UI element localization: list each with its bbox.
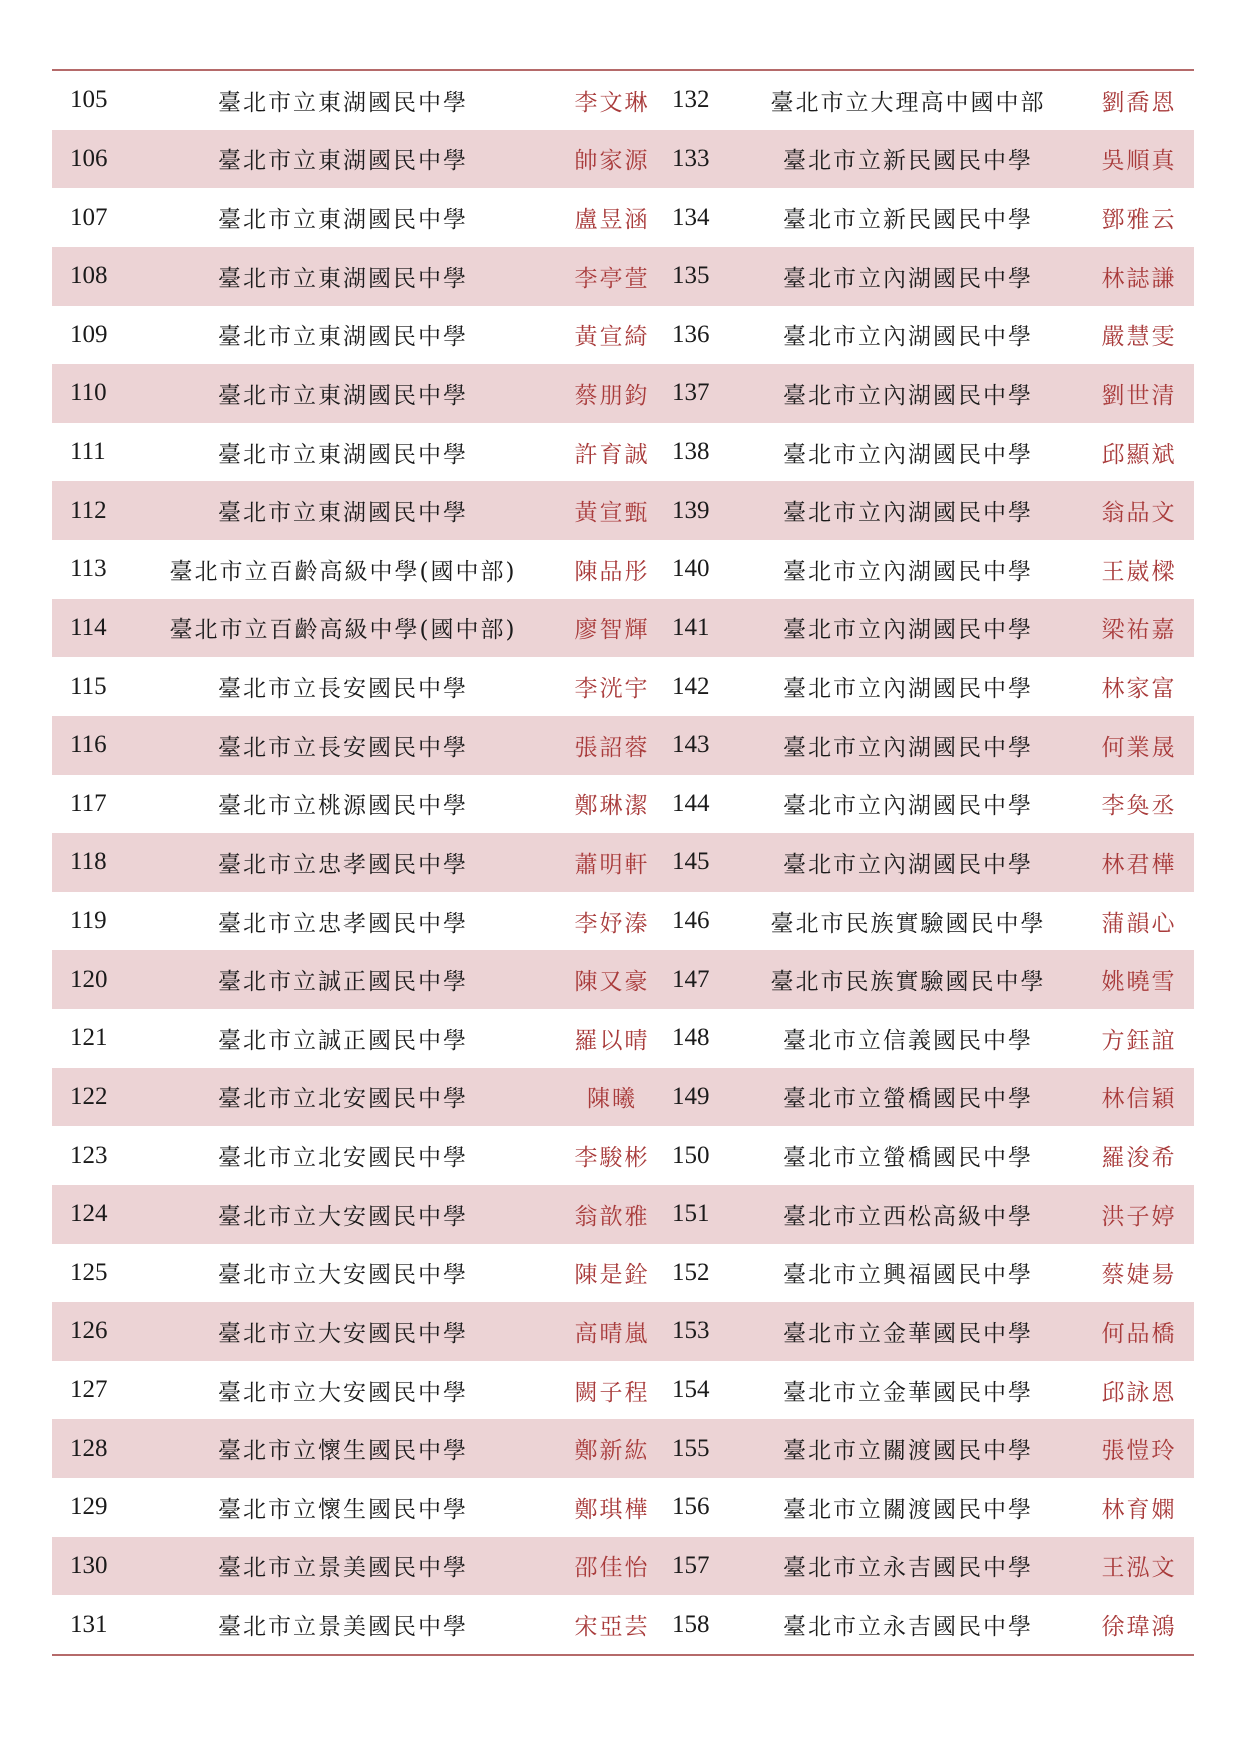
school-name: 臺北市立東湖國民中學 [124, 481, 562, 540]
school-name: 臺北市立內湖國民中學 [732, 599, 1084, 658]
school-name: 臺北市立忠孝國民中學 [124, 833, 562, 892]
school-name: 臺北市立內湖國民中學 [783, 558, 1033, 585]
entry-number: 123 [70, 1141, 108, 1169]
school-name: 臺北市立內湖國民中學 [732, 716, 1084, 775]
school-name: 臺北市立東湖國民中學 [124, 364, 562, 423]
school-name: 臺北市立東湖國民中學 [218, 89, 468, 116]
school-name: 臺北市立螢橋國民中學 [783, 1145, 1033, 1172]
table-row [52, 1185, 1194, 1244]
student-name: 林君樺 [1084, 833, 1194, 892]
table-row [52, 950, 1194, 1009]
student-name: 邵佳怡 [562, 1537, 662, 1596]
table-row [52, 1361, 1194, 1420]
entry-number: 144 [672, 789, 710, 817]
student-name: 羅以晴 [574, 1027, 650, 1054]
roster-table [52, 71, 1194, 1654]
entry-number: 142 [672, 672, 710, 700]
student-name: 蔡朋鈞 [562, 364, 662, 423]
entry-number: 127 [70, 1376, 108, 1404]
school-name: 臺北市立內湖國民中學 [732, 833, 1084, 892]
table-row [52, 1537, 1194, 1596]
school-name: 臺北市立東湖國民中學 [218, 324, 468, 351]
entry-number: 130 [52, 1537, 124, 1596]
school-name: 臺北市立誠正國民中學 [124, 950, 562, 1009]
school-name: 臺北市立大安國民中學 [218, 1379, 468, 1406]
entry-number: 116 [52, 716, 124, 775]
student-name: 陳曦 [562, 1068, 662, 1127]
entry-number: 128 [52, 1419, 124, 1478]
school-name: 臺北市立誠正國民中學 [218, 1027, 468, 1054]
entry-number: 122 [52, 1068, 124, 1127]
entry-number: 151 [662, 1185, 732, 1244]
student-name: 林信穎 [1084, 1068, 1194, 1127]
bottom-rule [52, 1654, 1194, 1656]
entry-number: 138 [672, 438, 710, 466]
entry-number: 105 [70, 86, 108, 114]
entry-number: 143 [662, 716, 732, 775]
entry-number: 152 [672, 1258, 710, 1286]
school-name: 臺北市立百齡高級中學(國中部) [124, 599, 562, 658]
school-name: 臺北市立永吉國民中學 [783, 1614, 1033, 1641]
school-name: 臺北市立西松高級中學 [732, 1185, 1084, 1244]
student-name: 吳順真 [1084, 130, 1194, 189]
school-name: 臺北市立永吉國民中學 [732, 1537, 1084, 1596]
school-name: 臺北市立新民國民中學 [732, 130, 1084, 189]
school-name: 臺北市立興福國民中學 [783, 1262, 1033, 1289]
school-name: 臺北市立關渡國民中學 [732, 1419, 1084, 1478]
student-name: 翁品文 [1084, 481, 1194, 540]
entry-number: 131 [70, 1610, 108, 1638]
table-row [52, 1126, 1194, 1185]
student-name: 洪子婷 [1084, 1185, 1194, 1244]
table-row [52, 364, 1194, 423]
table-row [52, 423, 1194, 482]
entry-number: 108 [52, 247, 124, 306]
entry-number: 141 [662, 599, 732, 658]
table-row [52, 657, 1194, 716]
table-row [52, 1068, 1194, 1127]
entry-number: 155 [662, 1419, 732, 1478]
school-name: 臺北市立內湖國民中學 [732, 481, 1084, 540]
school-name: 臺北市立內湖國民中學 [732, 247, 1084, 306]
school-name: 臺北市立長安國民中學 [124, 716, 562, 775]
table-row [52, 1302, 1194, 1361]
table-row [52, 1244, 1194, 1303]
school-name: 臺北市立關渡國民中學 [783, 1496, 1033, 1523]
table-row [52, 188, 1194, 247]
school-name: 臺北市立東湖國民中學 [124, 247, 562, 306]
student-name: 劉喬恩 [1101, 89, 1177, 116]
table-row [52, 540, 1194, 599]
school-name: 臺北市立東湖國民中學 [124, 130, 562, 189]
school-name: 臺北市立北安國民中學 [218, 1145, 468, 1172]
entry-number: 113 [70, 555, 107, 583]
entry-number: 114 [52, 599, 124, 658]
school-name: 臺北市立忠孝國民中學 [218, 910, 468, 937]
school-name: 臺北市立東湖國民中學 [218, 441, 468, 468]
school-name: 臺北市民族實驗國民中學 [732, 950, 1084, 1009]
student-name: 宋亞芸 [574, 1614, 650, 1641]
student-name: 李洸宇 [574, 676, 650, 703]
school-name: 臺北市立北安國民中學 [124, 1068, 562, 1127]
school-name: 臺北市立長安國民中學 [218, 676, 468, 703]
entry-number: 154 [672, 1376, 710, 1404]
student-name: 邱詠恩 [1101, 1379, 1177, 1406]
roster-sheet [52, 69, 1194, 1656]
student-name: 翁歆雅 [562, 1185, 662, 1244]
student-name: 林家富 [1101, 676, 1177, 703]
student-name: 廖智輝 [562, 599, 662, 658]
school-name: 臺北市立懷生國民中學 [218, 1496, 468, 1523]
entry-number: 117 [70, 789, 107, 817]
entry-number: 111 [70, 438, 106, 466]
student-name: 何品橋 [1084, 1302, 1194, 1361]
table-row [52, 775, 1194, 834]
student-name: 陳是銓 [574, 1262, 650, 1289]
student-name: 張愷玲 [1084, 1419, 1194, 1478]
school-name: 臺北市立內湖國民中學 [783, 324, 1033, 351]
school-name: 臺北市立大安國民中學 [124, 1185, 562, 1244]
entry-number: 149 [662, 1068, 732, 1127]
entry-number: 146 [672, 907, 710, 935]
table-row [52, 1478, 1194, 1537]
student-name: 李奐丞 [1101, 793, 1177, 820]
student-name: 羅浚希 [1101, 1145, 1177, 1172]
school-name: 臺北市立大理高中國中部 [770, 89, 1046, 116]
student-name: 鄭新紘 [562, 1419, 662, 1478]
student-name: 邱顯斌 [1101, 441, 1177, 468]
student-name: 蕭明軒 [562, 833, 662, 892]
entry-number: 156 [672, 1493, 710, 1521]
school-name: 臺北市民族實驗國民中學 [770, 910, 1046, 937]
student-name: 蒲韻心 [1101, 910, 1177, 937]
school-name: 臺北市立內湖國民中學 [783, 676, 1033, 703]
entry-number: 129 [70, 1493, 108, 1521]
entry-number: 124 [52, 1185, 124, 1244]
table-row [52, 599, 1194, 658]
school-name: 臺北市立信義國民中學 [783, 1027, 1033, 1054]
table-row [52, 481, 1194, 540]
student-name: 許育誠 [574, 441, 650, 468]
student-name: 何業晟 [1084, 716, 1194, 775]
school-name: 臺北市立新民國民中學 [783, 207, 1033, 234]
school-name: 臺北市立景美國民中學 [218, 1614, 468, 1641]
table-row [52, 892, 1194, 951]
student-name: 林育嫻 [1101, 1496, 1177, 1523]
entry-number: 153 [662, 1302, 732, 1361]
entry-number: 139 [662, 481, 732, 540]
student-name: 劉世清 [1084, 364, 1194, 423]
student-name: 張詔蓉 [562, 716, 662, 775]
student-name: 盧昱涵 [574, 207, 650, 234]
table-row [52, 71, 1194, 130]
student-name: 李亭萱 [562, 247, 662, 306]
entry-number: 133 [662, 130, 732, 189]
school-name: 臺北市立螢橋國民中學 [732, 1068, 1084, 1127]
entry-number: 110 [52, 364, 124, 423]
student-name: 帥家源 [562, 130, 662, 189]
entry-number: 157 [662, 1537, 732, 1596]
entry-number: 115 [70, 672, 107, 700]
school-name: 臺北市立桃源國民中學 [218, 793, 468, 820]
school-name: 臺北市立百齡高級中學(國中部) [169, 558, 517, 585]
table-row [52, 306, 1194, 365]
student-name: 李妤溱 [574, 910, 650, 937]
entry-number: 150 [672, 1141, 710, 1169]
school-name: 臺北市立內湖國民中學 [783, 793, 1033, 820]
entry-number: 158 [672, 1610, 710, 1638]
entry-number: 106 [52, 130, 124, 189]
entry-number: 119 [70, 907, 107, 935]
school-name: 臺北市立東湖國民中學 [218, 207, 468, 234]
student-name: 徐瑋鴻 [1101, 1614, 1177, 1641]
student-name: 鄧雅云 [1101, 207, 1177, 234]
school-name: 臺北市立金華國民中學 [783, 1379, 1033, 1406]
school-name: 臺北市立內湖國民中學 [783, 441, 1033, 468]
table-row [52, 130, 1194, 189]
entry-number: 140 [672, 555, 710, 583]
student-name: 姚曉雪 [1084, 950, 1194, 1009]
table-row [52, 247, 1194, 306]
table-row [52, 1419, 1194, 1478]
school-name: 臺北市立大安國民中學 [218, 1262, 468, 1289]
student-name: 鄭琪樺 [574, 1496, 650, 1523]
entry-number: 148 [672, 1024, 710, 1052]
entry-number: 125 [70, 1258, 108, 1286]
student-name: 蔡婕昜 [1101, 1262, 1177, 1289]
entry-number: 112 [52, 481, 124, 540]
table-row [52, 1009, 1194, 1068]
student-name: 李駿彬 [574, 1145, 650, 1172]
student-name: 王崴樑 [1101, 558, 1177, 585]
entry-number: 120 [52, 950, 124, 1009]
school-name: 臺北市立大安國民中學 [124, 1302, 562, 1361]
student-name: 方鈺誼 [1101, 1027, 1177, 1054]
student-name: 李文琳 [574, 89, 650, 116]
entry-number: 137 [662, 364, 732, 423]
entry-number: 135 [662, 247, 732, 306]
student-name: 鄭琳潔 [574, 793, 650, 820]
student-name: 闕子程 [574, 1379, 650, 1406]
school-name: 臺北市立景美國民中學 [124, 1537, 562, 1596]
entry-number: 107 [70, 203, 108, 231]
student-name: 王泓文 [1084, 1537, 1194, 1596]
entry-number: 109 [70, 320, 108, 348]
entry-number: 147 [662, 950, 732, 1009]
student-name: 梁祐嘉 [1084, 599, 1194, 658]
student-name: 黃宣綺 [574, 324, 650, 351]
table-row [52, 1595, 1194, 1654]
school-name: 臺北市立懷生國民中學 [124, 1419, 562, 1478]
student-name: 陳品彤 [574, 558, 650, 585]
entry-number: 134 [672, 203, 710, 231]
entry-number: 132 [672, 86, 710, 114]
student-name: 嚴慧雯 [1101, 324, 1177, 351]
student-name: 高晴嵐 [562, 1302, 662, 1361]
entry-number: 121 [70, 1024, 108, 1052]
table-row [52, 833, 1194, 892]
entry-number: 136 [672, 320, 710, 348]
student-name: 林誌謙 [1084, 247, 1194, 306]
entry-number: 118 [52, 833, 124, 892]
school-name: 臺北市立金華國民中學 [732, 1302, 1084, 1361]
entry-number: 126 [52, 1302, 124, 1361]
table-row [52, 716, 1194, 775]
entry-number: 145 [662, 833, 732, 892]
school-name: 臺北市立內湖國民中學 [732, 364, 1084, 423]
student-name: 陳又豪 [562, 950, 662, 1009]
roster-body [52, 71, 1194, 1654]
student-name: 黃宣甄 [562, 481, 662, 540]
